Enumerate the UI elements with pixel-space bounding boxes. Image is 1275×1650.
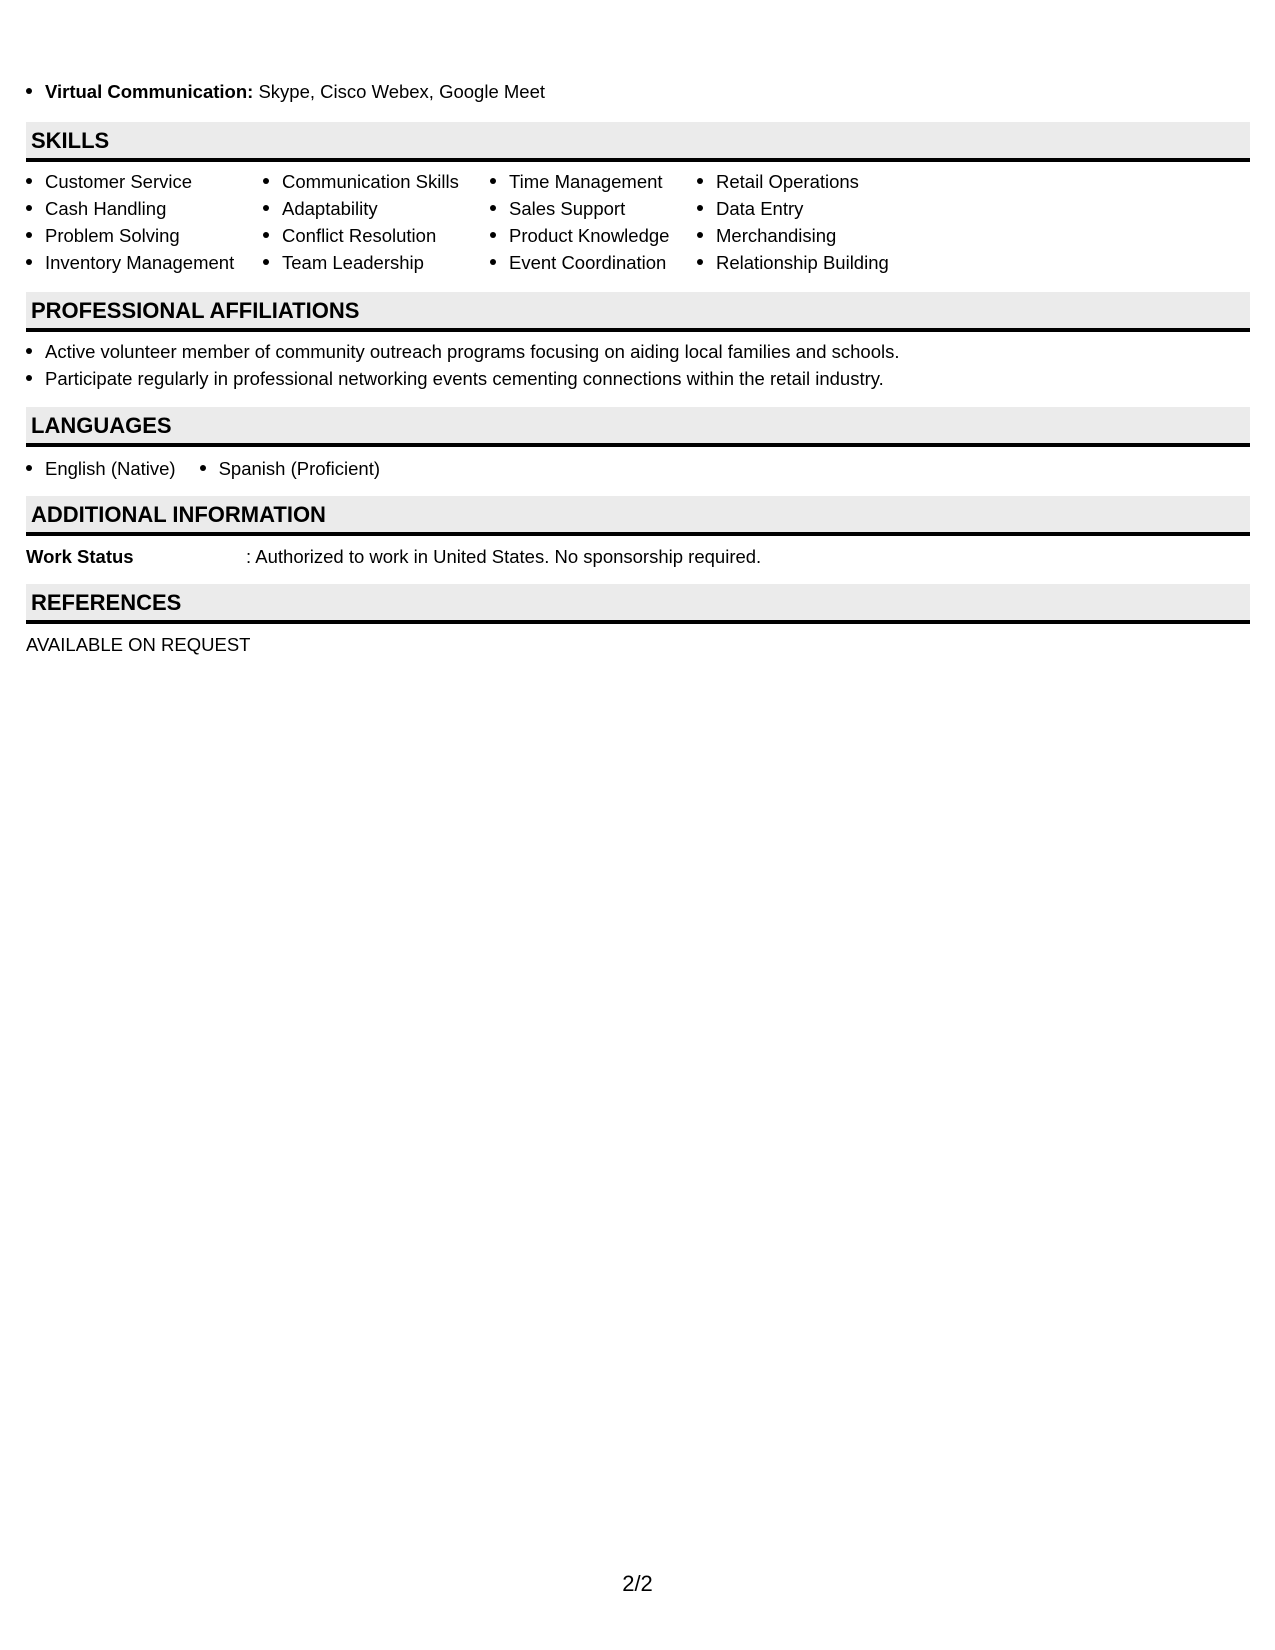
skill-item: Sales Support bbox=[490, 195, 697, 222]
affiliations-list bbox=[26, 338, 900, 392]
skill-item: Product Knowledge bbox=[490, 222, 697, 249]
skill-item: Problem Solving bbox=[26, 222, 263, 249]
work-status-row bbox=[26, 545, 761, 569]
virtual-communication-label: Virtual Communication: bbox=[45, 81, 254, 102]
affiliation-item: Active volunteer member of community outreach programs focusing on aiding local families and schools. bbox=[26, 338, 900, 365]
skill-item: Communication Skills bbox=[263, 168, 490, 195]
bullet-icon bbox=[26, 465, 32, 471]
affiliations-title: PROFESSIONAL AFFILIATIONS bbox=[31, 298, 360, 323]
language-item: Spanish (Proficient) bbox=[200, 455, 380, 482]
work-status-value: : Authorized to work in United States. No sponsorship required. bbox=[246, 546, 762, 567]
skill-item: Relationship Building bbox=[697, 249, 927, 276]
bullet-icon bbox=[490, 205, 496, 211]
references-section-header bbox=[26, 584, 1250, 624]
bullet-icon bbox=[26, 375, 32, 381]
bullet-icon bbox=[490, 232, 496, 238]
work-status-label: Work Status bbox=[26, 546, 134, 567]
skill-item: Retail Operations bbox=[697, 168, 927, 195]
skills-column bbox=[26, 168, 263, 276]
bullet-icon bbox=[26, 178, 32, 184]
bullet-icon bbox=[263, 178, 269, 184]
skill-item: Conflict Resolution bbox=[263, 222, 490, 249]
bullet-icon bbox=[200, 465, 206, 471]
bullet-icon bbox=[697, 178, 703, 184]
page-number: 2/2 bbox=[622, 1571, 653, 1596]
skills-column bbox=[490, 168, 697, 276]
language-item: English (Native) bbox=[26, 455, 176, 482]
skills-section-header bbox=[26, 122, 1250, 162]
virtual-communication-item bbox=[26, 80, 545, 104]
references-text: AVAILABLE ON REQUEST bbox=[26, 634, 251, 655]
skill-item: Inventory Management bbox=[26, 249, 263, 276]
bullet-icon bbox=[697, 259, 703, 265]
skills-column bbox=[697, 168, 927, 276]
bullet-icon bbox=[263, 232, 269, 238]
bullet-icon bbox=[26, 205, 32, 211]
bullet-icon bbox=[26, 88, 32, 94]
languages-title: LANGUAGES bbox=[31, 413, 172, 438]
languages-list bbox=[26, 455, 404, 482]
skills-grid bbox=[26, 168, 927, 276]
skill-item: Customer Service bbox=[26, 168, 263, 195]
virtual-communication-value: Skype, Cisco Webex, Google Meet bbox=[253, 81, 546, 102]
bullet-icon bbox=[697, 232, 703, 238]
bullet-icon bbox=[697, 205, 703, 211]
skill-item: Data Entry bbox=[697, 195, 927, 222]
additional-info-title: ADDITIONAL INFORMATION bbox=[31, 502, 326, 527]
skill-item: Time Management bbox=[490, 168, 697, 195]
additional-info-section-header bbox=[26, 496, 1250, 536]
bullet-icon bbox=[263, 259, 269, 265]
references-title: REFERENCES bbox=[31, 590, 182, 615]
skill-item: Cash Handling bbox=[26, 195, 263, 222]
bullet-icon bbox=[490, 178, 496, 184]
skill-item: Adaptability bbox=[263, 195, 490, 222]
bullet-icon bbox=[490, 259, 496, 265]
affiliations-section-header bbox=[26, 292, 1250, 332]
skills-column bbox=[263, 168, 490, 276]
languages-section-header bbox=[26, 407, 1250, 447]
affiliation-item: Participate regularly in professional networking events cementing connections within the retail industry. bbox=[26, 365, 900, 392]
skill-item: Event Coordination bbox=[490, 249, 697, 276]
skill-item: Team Leadership bbox=[263, 249, 490, 276]
bullet-icon bbox=[263, 205, 269, 211]
skill-item: Merchandising bbox=[697, 222, 927, 249]
bullet-icon bbox=[26, 232, 32, 238]
bullet-icon bbox=[26, 348, 32, 354]
bullet-icon bbox=[26, 259, 32, 265]
skills-title: SKILLS bbox=[31, 128, 110, 153]
